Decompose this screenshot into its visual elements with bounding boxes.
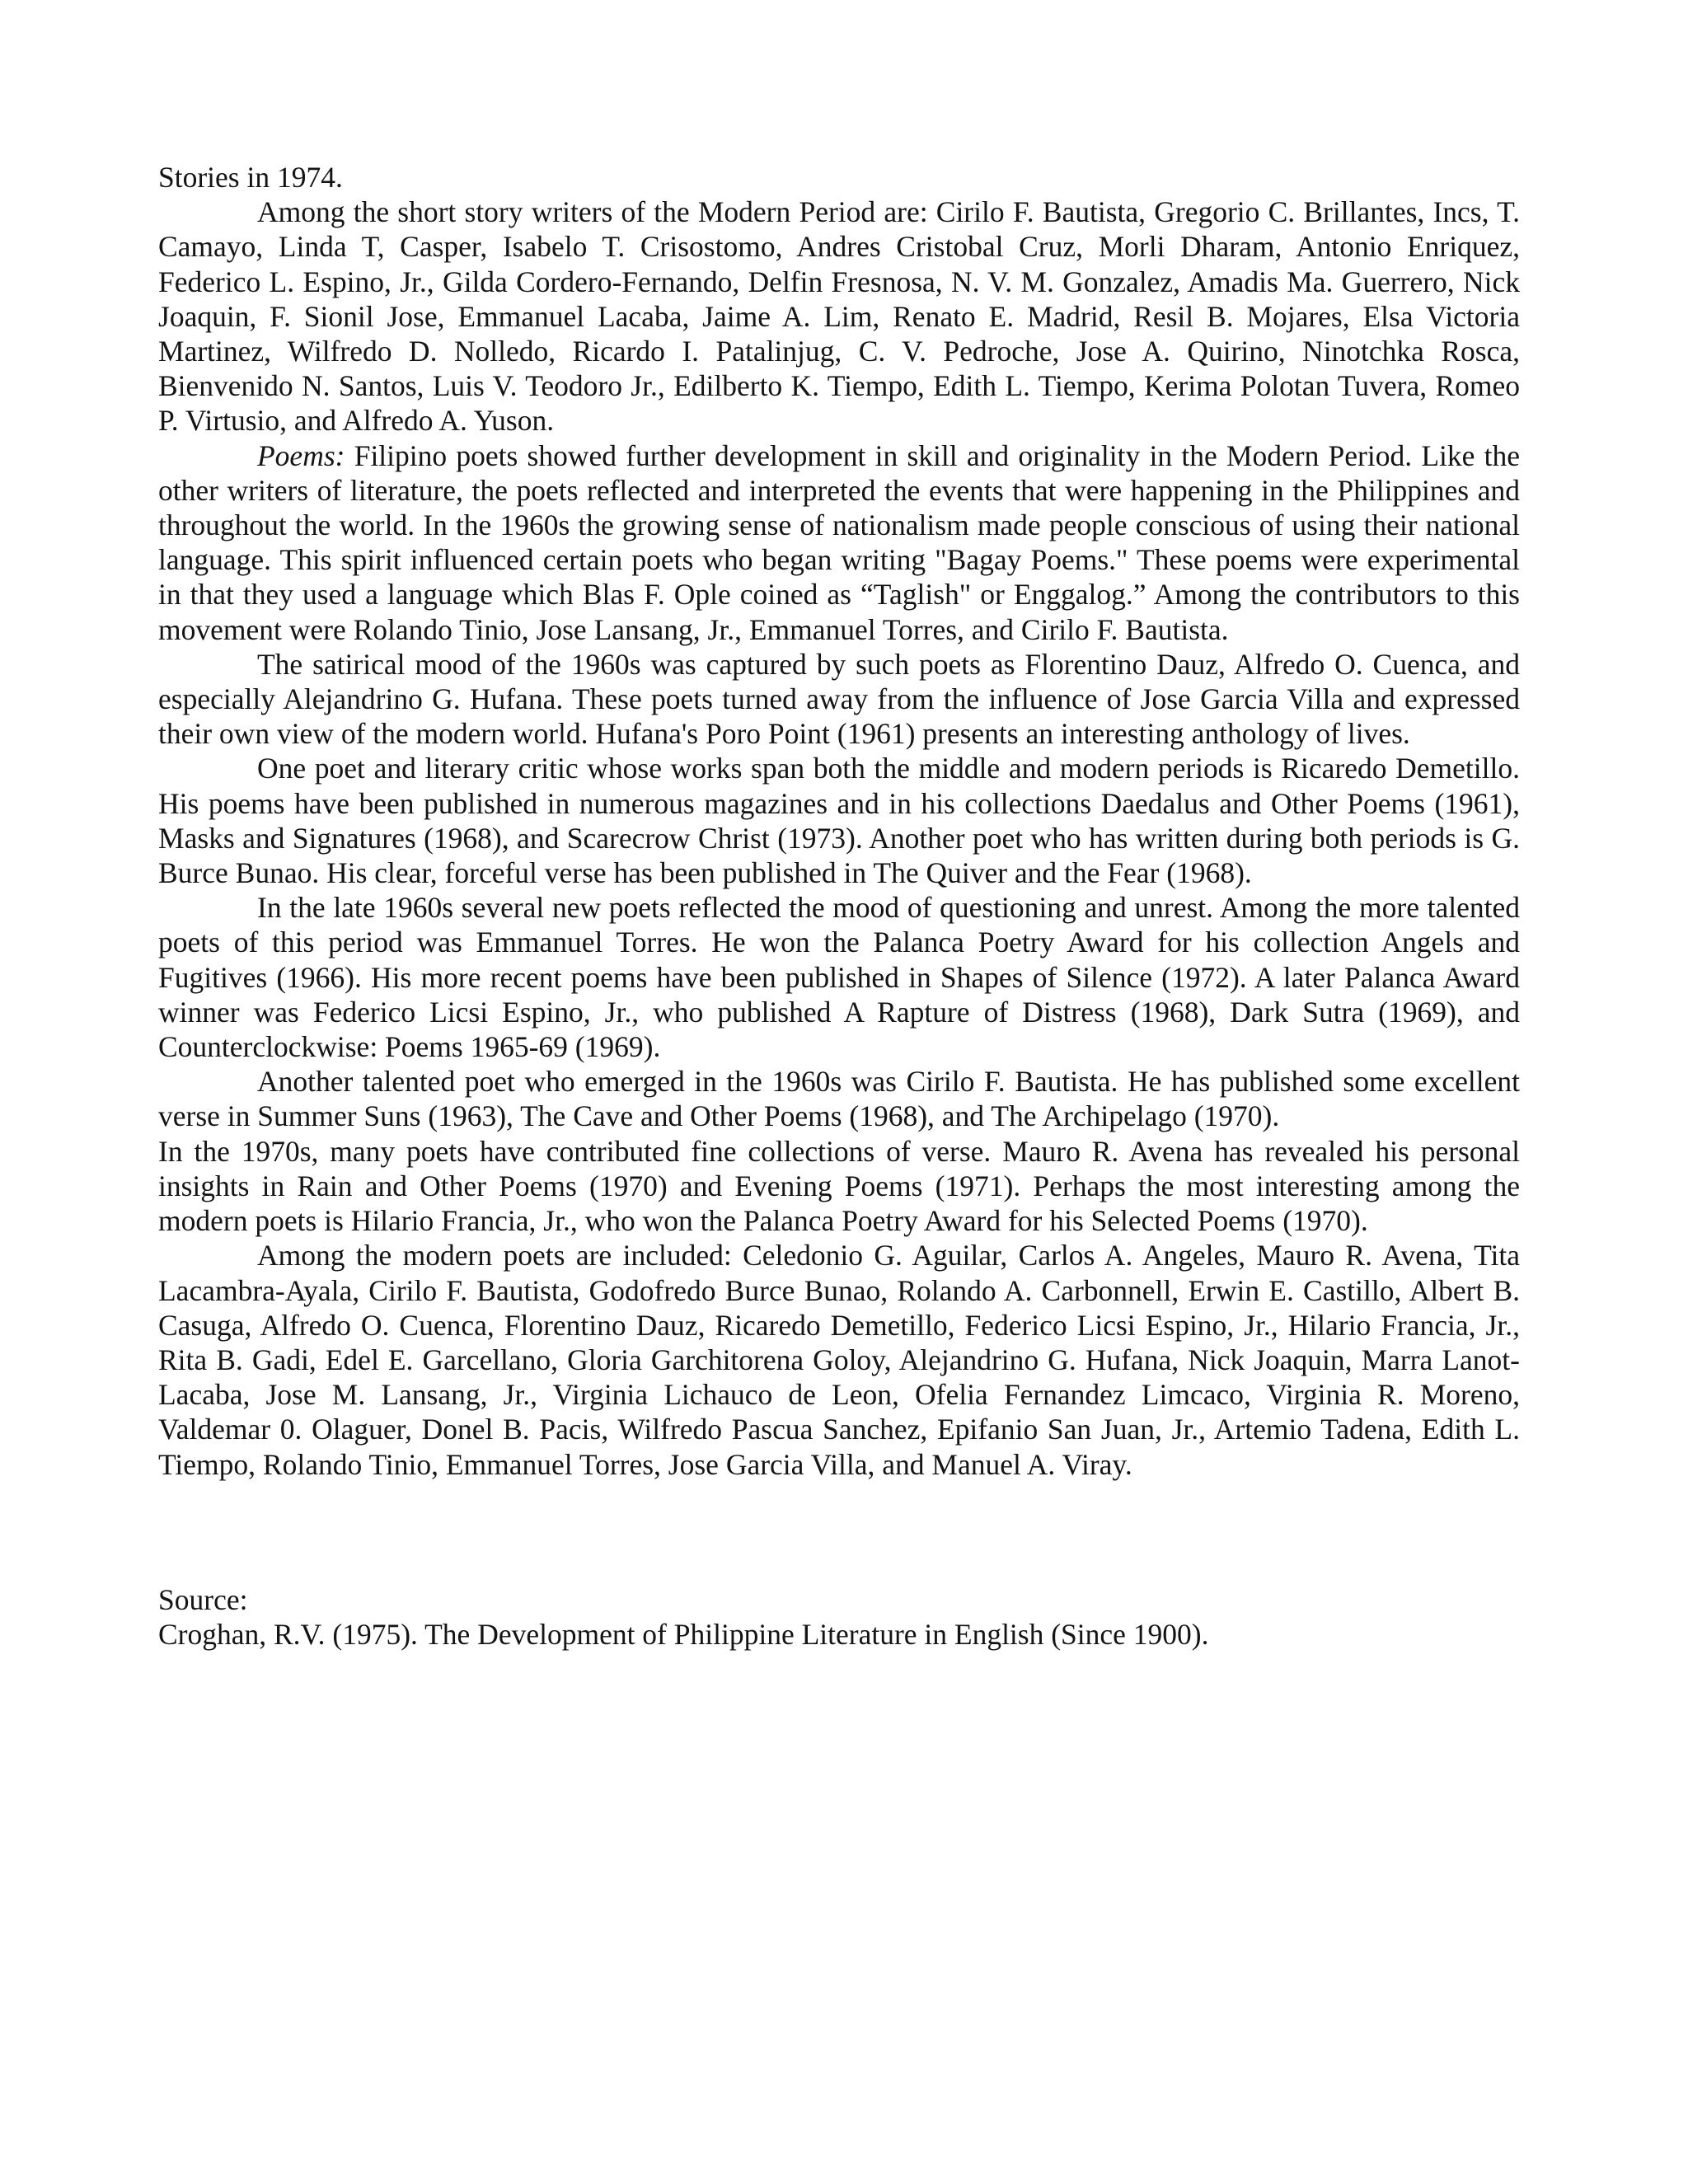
paragraph-bautista: Another talented poet who emerged in the 1960s was Cirilo F. Bautista. He has published some excellent verse in Summer Suns (1963), The Cave and Other Poems (1968), and The Archipelago (1970).: [158, 1065, 1520, 1133]
paragraph-short-story-writers: Among the short story writers of the Modern Period are: Cirilo F. Bautista, Gregorio C. Brillantes, Incs, T. Camayo, Linda T, Casper, Isabelo T. Crisostomo, Andres Cristobal Cruz, Morli Dharam, Antonio Enriquez, Federico L. Espino, Jr., Gilda Cordero-Fernando, Delfin Fresnosa, N. V. M. Gonzalez, Amadis Ma. Guerrero, Nick Joaquin, F. Sionil Jose, Emmanuel Lacaba, Jaime A. Lim, Renato E. Madrid, Resil B. Mojares, Elsa Victoria Martinez, Wilfredo D. Nolledo, Ricardo I. Patalinjug, C. V. Pedroche, Jose A. Quirino, Ninotchka Rosca, Bienvenido N. Santos, Luis V. Teodoro Jr., Edilberto K. Tiempo, Edith L. Tiempo, Kerima Polotan Tuvera, Romeo P. Virtusio, and Alfredo A. Yuson.: [158, 195, 1520, 438]
source-label: Source:: [158, 1583, 248, 1616]
document-body: [158, 160, 1520, 1482]
paragraph-poems-text: Filipino poets showed further development in skill and originality in the Modern Period. Like the other writers of literature, the poets reflected and interpreted the events that were happening in the Philippines and throughout the world. In the 1960s the growing sense of nationalism made people conscious of using their national language. This spirit influenced certain poets who began writing "Bagay Poems." These poems were experimental in that they used a language which Blas F. Ople coined as “Taglish" or Enggalog.” Among the contributors to this movement were Rolando Tinio, Jose Lansang, Jr., Emmanuel Torres, and Cirilo F. Bautista.: [158, 438, 1520, 646]
paragraph-poems: [158, 438, 1520, 647]
continuation-line: Stories in 1974.: [158, 161, 343, 194]
source-section: [158, 1582, 1520, 1652]
paragraph-1970s: In the 1970s, many poets have contributed fine collections of verse. Mauro R. Avena has revealed his personal insights in Rain and Other Poems (1970) and Evening Poems (1971). Perhaps the most interesting among the modern poets is Hilario Francia, Jr., who won the Palanca Poetry Award for his Selected Poems (1970).: [158, 1134, 1520, 1238]
poems-label: Poems:: [257, 438, 345, 472]
paragraph-satirical: The satirical mood of the 1960s was captured by such poets as Florentino Dauz, Alfredo O. Cuenca, and especially Alejandrino G. Hufana. These poets turned away from the influence of Jose Garcia Villa and expressed their own view of the modern world. Hufana's Poro Point (1961) presents an interesting anthology of lives.: [158, 647, 1520, 751]
source-citation: Croghan, R.V. (1975). The Development of Philippine Literature in English (Since 1900).: [158, 1618, 1209, 1652]
paragraph-demetillo: One poet and literary critic whose works span both the middle and modern periods is Ricaredo Demetillo. His poems have been published in numerous magazines and in his collections Daedalus and Other Poems (1961), Masks and Signatures (1968), and Scarecrow Christ (1973). Another poet who has written during both periods is G. Burce Bunao. His clear, forceful verse has been published in The Quiver and the Fear (1968).: [158, 752, 1520, 890]
paragraph-late-1960s: In the late 1960s several new poets reflected the mood of questioning and unrest. Among the more talented poets of this period was Emmanuel Torres. He won the Palanca Poetry Award for his collection Angels and Fugitives (1966). His more recent poems have been published in Shapes of Silence (1972). A later Palanca Award winner was Federico Licsi Espino, Jr., who published A Rapture of Distress (1968), Dark Sutra (1969), and Counterclockwise: Poems 1965-69 (1969).: [158, 891, 1520, 1064]
paragraph-modern-poets: Among the modern poets are included: Celedonio G. Aguilar, Carlos A. Angeles, Mauro R. Avena, Tita Lacambra-Ayala, Cirilo F. Bautista, Godofredo Burce Bunao, Rolando A. Carbonnell, Erwin E. Castillo, Albert B. Casuga, Alfredo O. Cuenca, Florentino Dauz, Ricaredo Demetillo, Federico Licsi Espino, Jr., Hilario Francia, Jr., Rita B. Gadi, Edel E. Garcellano, Gloria Garchitorena Goloy, Alejandrino G. Hufana, Nick Joaquin, Marra Lanot-Lacaba, Jose M. Lansang, Jr., Virginia Lichauco de Leon, Ofelia Fernandez Limcaco, Virginia R. Moreno, Valdemar 0. Olaguer, Donel B. Pacis, Wilfredo Pascua Sanchez, Epifanio San Juan, Jr., Artemio Tadena, Edith L. Tiempo, Rolando Tinio, Emmanuel Torres, Jose Garcia Villa, and Manuel A. Viray.: [158, 1239, 1520, 1481]
